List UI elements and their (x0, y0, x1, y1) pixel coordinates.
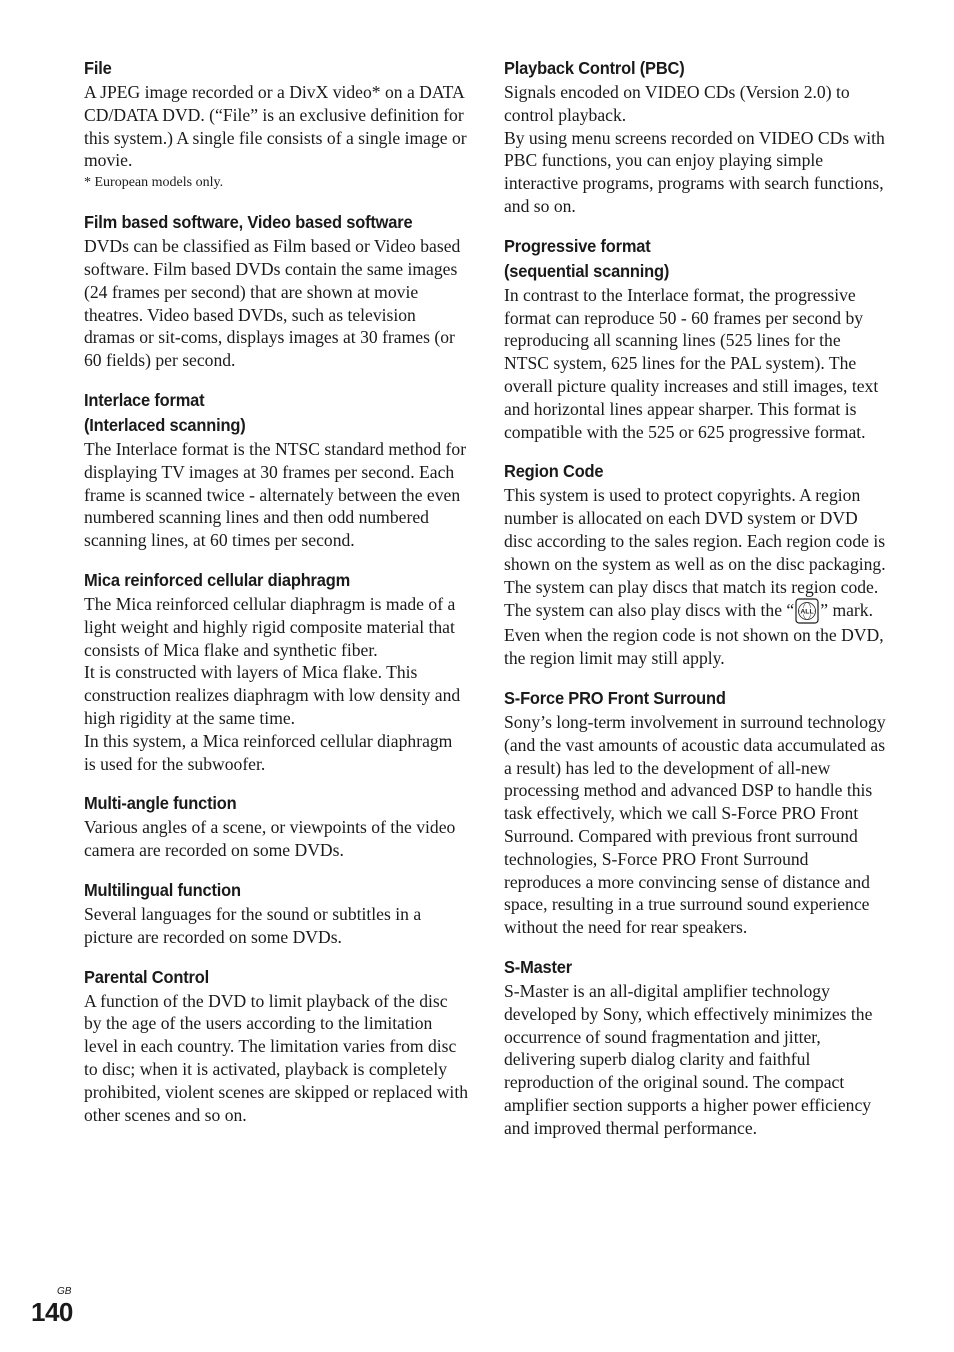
footnote: * European models only. (84, 175, 224, 191)
term-definition: DVDs can be classified as Film based or Video based software. Film based DVDs contain the same images (24 frames per second) that are shown at movie theatres. Video based DVDs, such as television dramas or sit-coms, displays images at 30 frames (or 60 fields) per second. (84, 236, 461, 371)
term-definition: A function of the DVD to limit playback of the disc by the age of the users according to the limitation level in each country. The limitation varies from disc to disc; when it is activated, playback is completely prohibited, violent scenes are skipped or replaced with other scenes and so on. (84, 990, 469, 1125)
term-definition: S-Master is an all-digital amplifier technology developed by Sony, which effectively minimizes the occurrence of sound fragmentation and jitter, delivering superb dialog clarity and faithful reproduction of the original sound. The compact amplifier section supports a higher power efficiency and improved thermal performance. (504, 980, 873, 1138)
term-heading: Progressive format (sequential scanning) (504, 235, 670, 281)
term-heading: S-Force PRO Front Surround (504, 687, 726, 708)
term-heading: Multi-angle function (84, 793, 237, 814)
term-heading: Parental Control (84, 966, 209, 987)
term-definition: A JPEG image recorded or a DivX video* on a DATA CD/DATA DVD. (“File” is an exclusive definition for this system.) A single file consists of a single image or movie. (84, 82, 467, 171)
term-heading: Playback Control (PBC) (504, 58, 685, 78)
glossary-entry-parental-control (84, 965, 468, 1127)
term-definition: Several languages for the sound or subtitles in a picture are recorded on some DVDs. (84, 903, 422, 947)
glossary-right-column (504, 56, 888, 1155)
term-definition: Sony’s long-term involvement in surround technology (and the vast amounts of acoustic data accumulated as a result) has led to the development of all-new processing method and advanced DSP to handle this task effectively, which we call S-Force PRO Front Surround. Compared with previous front surround technologies, S-Force PRO Front Surround reproduces a more convincing sense of distance and space, resulting in a true surround sound experience without the need for rear speakers. (504, 711, 886, 938)
term-definition: Signals encoded on VIDEO CDs (Version 2.0) to control playback. By using menu screens recorded on VIDEO CDs with PBC functions, you can enjoy playing simple interactive programs, programs with search functions, and so on. (504, 82, 885, 216)
term-heading: Multilingual function (84, 879, 241, 900)
glossary-entry-file (84, 56, 468, 194)
glossary-entry-film-video-software (84, 210, 468, 372)
glossary-entry-progressive-format (504, 234, 888, 444)
glossary-entry-multi-angle (84, 791, 468, 862)
term-definition: The Mica reinforced cellular diaphragm is made of a light weight and highly rigid composite material that consists of Mica flake and synthetic fiber. It is constructed with layers of Mica flake. This construction realizes diaphragm with low density and high rigidity at the same time. In this system, a Mica reinforced cellular diaphragm is used for the subwoofer. (84, 593, 461, 774)
term-definition: Various angles of a scene, or viewpoints of the video camera are recorded on some DVDs. (84, 817, 456, 861)
glossary-entry-pbc (504, 56, 888, 218)
term-definition (504, 484, 888, 670)
glossary-entry-s-master (504, 955, 888, 1140)
term-heading: Mica reinforced cellular diaphragm (84, 569, 351, 590)
term-definition: In contrast to the Interlace format, the progressive format can reproduce 50 - 60 frames per second by reproducing all scanning lines (525 lines for the NTSC system, 625 lines for the PAL system). The overall picture quality increases and still images, text and horizontal lines appear sharper. This format is compatible with the 525 or 625 progressive format. (504, 284, 879, 442)
definition-text-before-mark: This system is used to protect copyrights. A region number is allocated on each DVD system or DVD disc according to the sales region. Each region code is shown on the system as well as on the disc packaging. The system can play discs that match its region code. The system can also play discs with the “ (504, 485, 886, 621)
term-heading: File (84, 58, 112, 78)
definition-text-after-mark: ” mark. Even when the region code is not shown on the DVD, the region limit may still apply. (504, 600, 884, 669)
glossary-entry-s-force-pro (504, 686, 888, 939)
glossary-entry-region-code (504, 459, 888, 670)
region-all-mark-icon (795, 598, 819, 624)
term-definition: The Interlace format is the NTSC standard method for displaying TV images at 30 frames per second. Each frame is scanned twice - alternately between the even numbered scanning lines and then odd numbered scanning lines, at 60 times per second. (84, 438, 467, 551)
term-heading: Region Code (504, 461, 604, 482)
term-heading: Film based software, Video based software (84, 212, 413, 233)
glossary-entry-interlace-format (84, 388, 468, 552)
term-heading: S-Master (504, 956, 572, 977)
term-heading: Interlace format (Interlaced scanning) (84, 389, 246, 435)
page-number: 140 (31, 1297, 73, 1327)
glossary-left-column (84, 56, 468, 1142)
page-region-suffix: GB (57, 1286, 72, 1297)
glossary-entry-mica-diaphragm (84, 568, 468, 775)
region-all-mark-label: ALL (800, 608, 814, 616)
glossary-entry-multilingual (84, 878, 468, 949)
